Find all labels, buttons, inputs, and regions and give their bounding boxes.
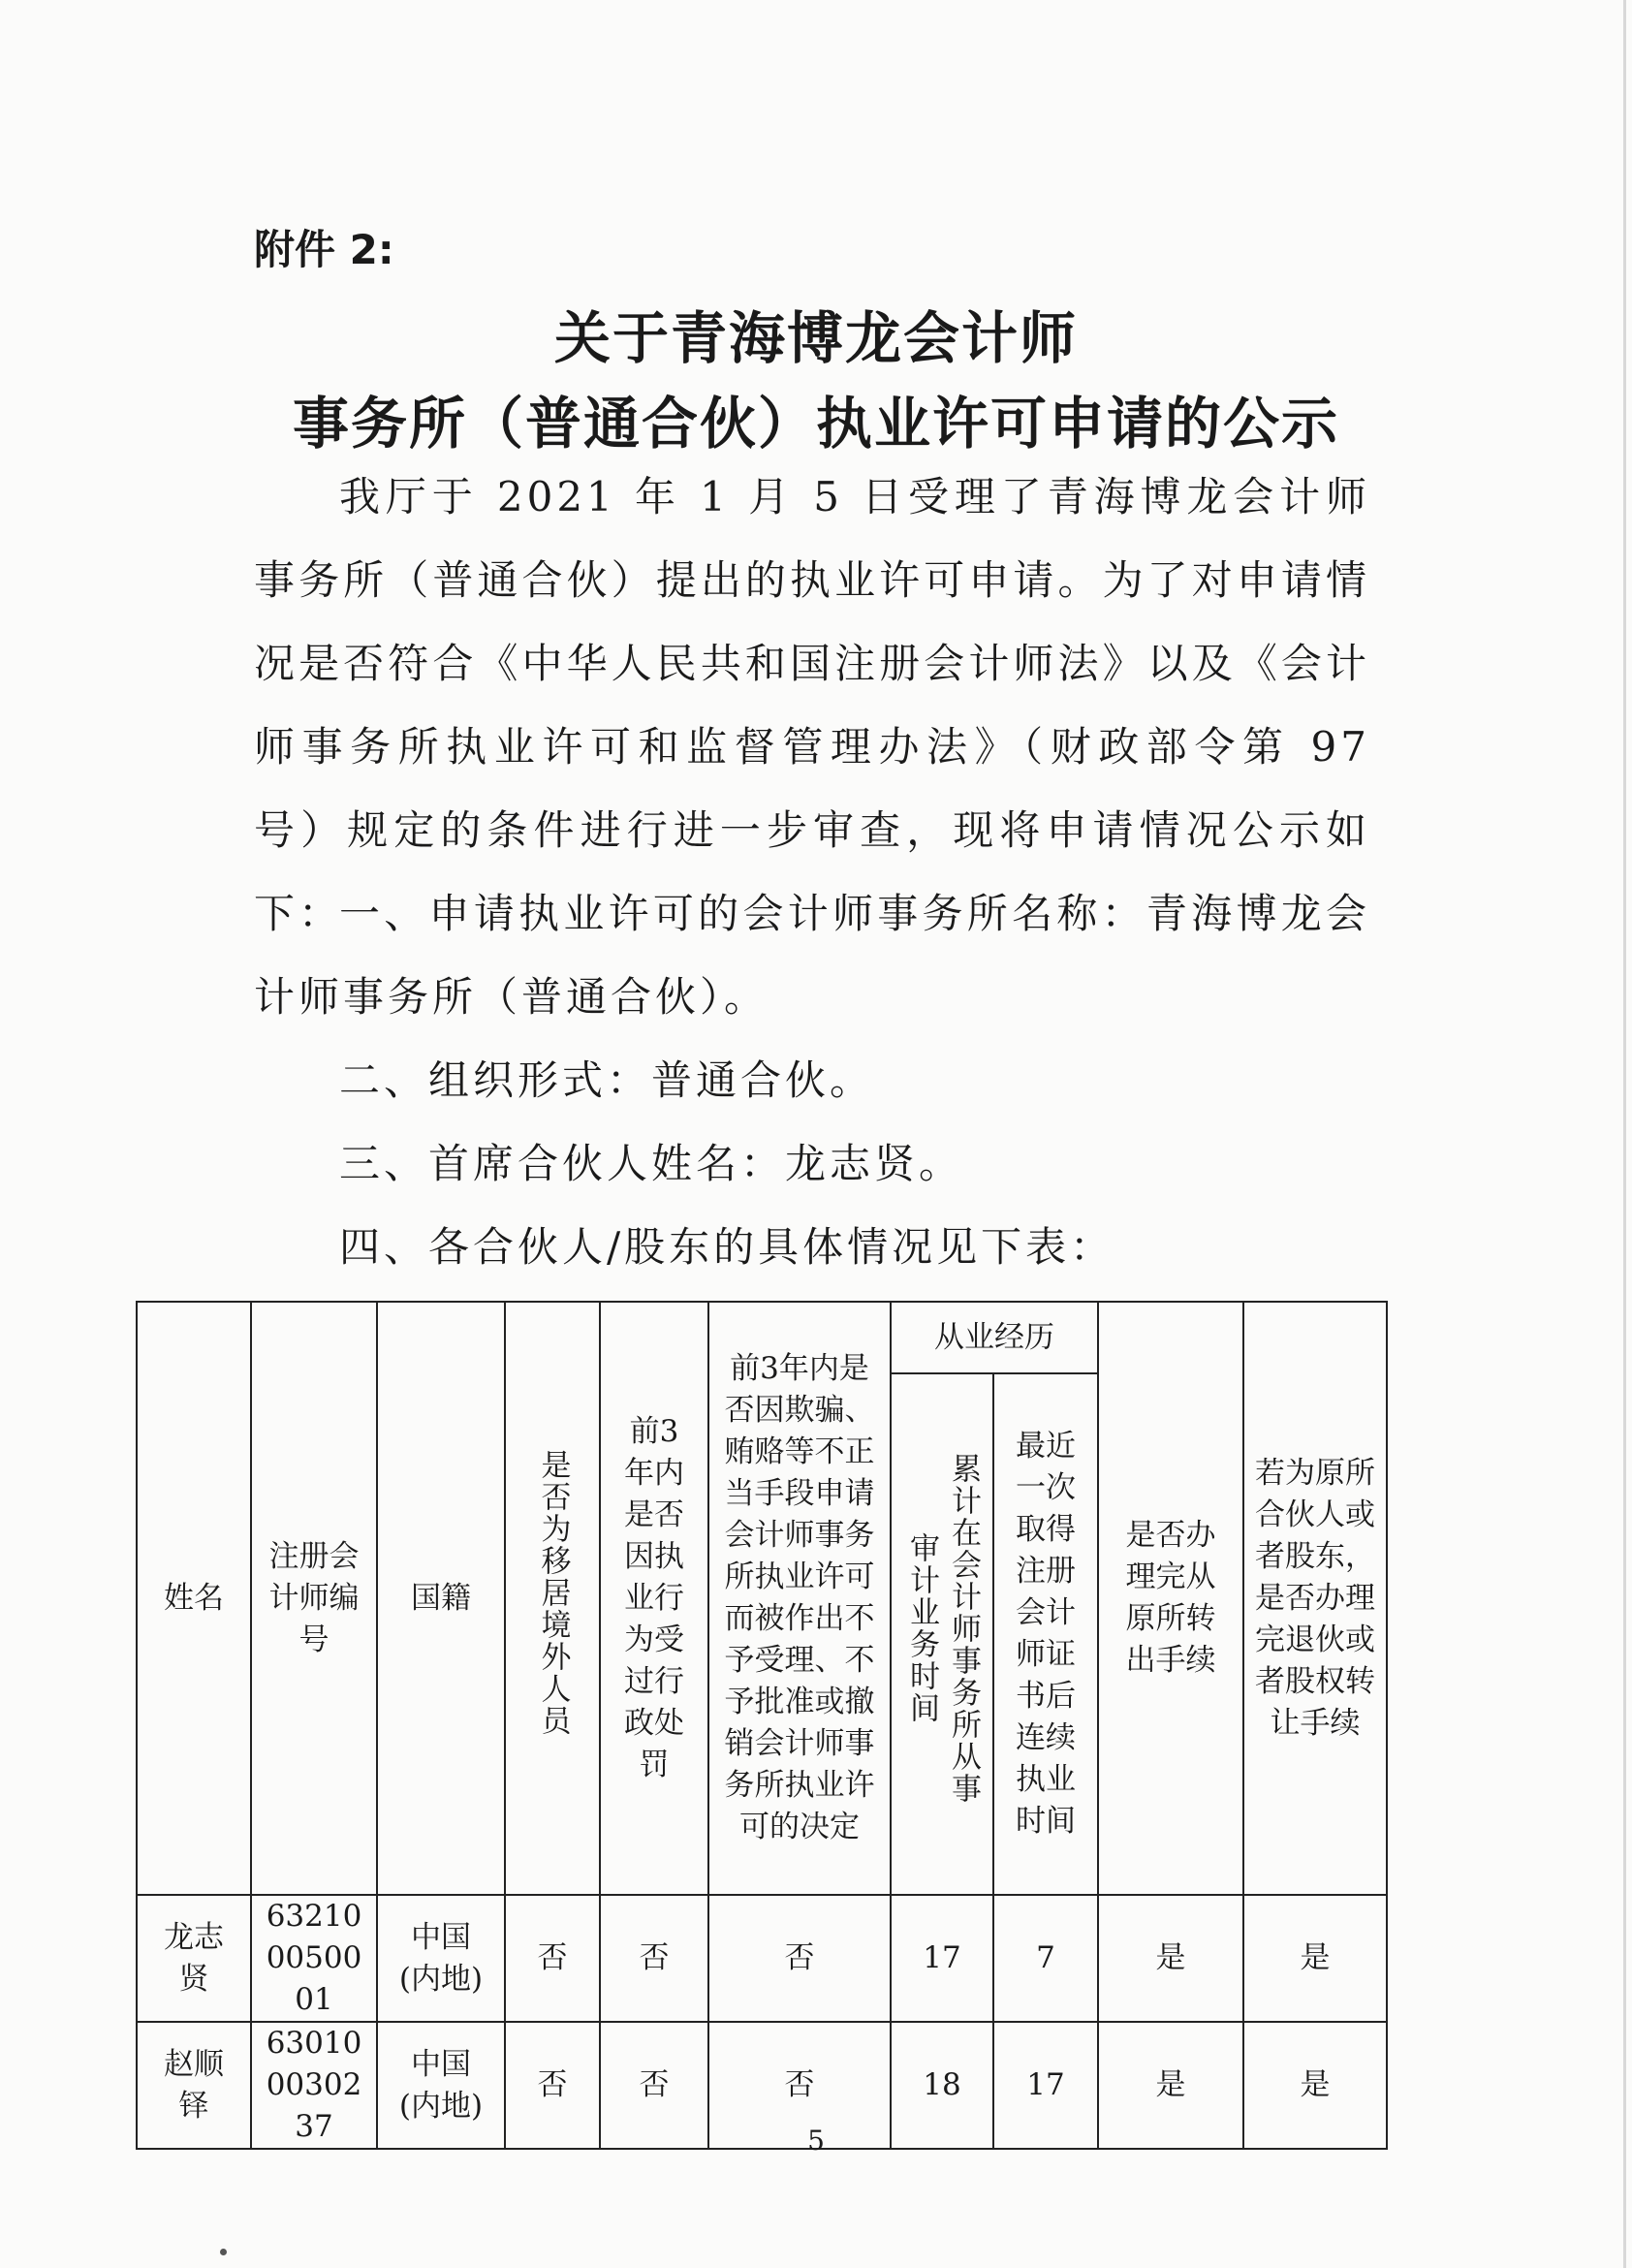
header-experience-group: 从业经历 [891,1302,1098,1373]
cell-improper-means: 否 [708,1895,891,2022]
page-number: 5 [807,2125,825,2157]
cell-nationality: 中国(内地) [377,2022,505,2149]
cell-cpa-number: 630100030237 [251,2022,377,2149]
cell-transfer-done: 是 [1098,1895,1243,2022]
attachment-label: 附件 2: [254,226,394,273]
cell-improper-means: 否 [708,2022,891,2149]
cell-former-partner: 是 [1243,2022,1387,2149]
table-row [137,1895,1387,2022]
header-name: 姓名 [137,1302,251,1895]
cell-cumulative-years: 18 [891,2022,993,2149]
cell-emigrated: 否 [505,1895,600,2022]
intro-paragraph: 我厅于 2021 年 1 月 5 日受理了青海博龙会计师事务所（普通合伙）提出的执业许可申请。为了对申请情况是否符合《中华人民共和国注册会计师法》以及《会计师事务所执业许可和监督管理办法》（财政部令第 97 号）规定的条件进行进一步审查，现将申请情况公示如下： [254,473,1370,937]
scan-edge-line [1623,0,1626,2268]
partners-table [136,1301,1388,2150]
cell-former-partner: 是 [1243,1895,1387,2022]
cell-recent-years: 7 [993,1895,1098,2022]
header-recent-years: 最近一次取得注册会计师证书后连续执业时间 [993,1373,1098,1895]
item-chief-partner: 三、首席合伙人姓名：龙志贤。 [339,1140,964,1187]
cell-name: 赵顺铎 [137,2022,251,2149]
header-emigrated: 是否为移居境外人员 [505,1302,600,1895]
header-cpa-number: 注册会计师编号 [251,1302,377,1895]
cell-admin-penalty: 否 [600,2022,708,2149]
cell-recent-years: 17 [993,2022,1098,2149]
title-line-2: 事务所（普通合伙）执业许可申请的公示 [292,391,1339,457]
item-partner-table-intro: 四、各合伙人/股东的具体情况见下表： [339,1223,1115,1271]
cell-nationality: 中国(内地) [377,1895,505,2022]
scan-speck [220,2249,227,2255]
header-former-partner: 若为原所合伙人或者股东，是否办理完退伙或者股权转让手续 [1243,1302,1387,1895]
table-header-row [137,1302,1387,1373]
cell-transfer-done: 是 [1098,2022,1243,2149]
title-line-1: 关于青海博龙会计师 [553,305,1078,371]
header-cumulative-years: 累计在会计师事务所从事审计业务时间 [891,1373,993,1895]
cell-emigrated: 否 [505,2022,600,2149]
cell-cpa-number: 632100050001 [251,1895,377,2022]
item-org-form: 二、组织形式：普通合伙。 [339,1056,875,1104]
header-transfer-done: 是否办理完从原所转出手续 [1098,1302,1243,1895]
cell-admin-penalty: 否 [600,1895,708,2022]
cell-name: 龙志贤 [137,1895,251,2022]
header-improper-means: 前3年内是否因欺骗、贿赂等不正当手段申请会计师事务所执业许可而被作出不予受理、不予批准或撤销会计师事务所执业许可的决定 [708,1302,891,1895]
cell-cumulative-years: 17 [891,1895,993,2022]
item-firm-name: 一、申请执业许可的会计师事务所名称：青海博龙会计师事务所（普通合伙）。 [254,890,1370,1021]
header-nationality: 国籍 [377,1302,505,1895]
header-admin-penalty: 前3年内是否因执业行为受过行政处罚 [600,1302,708,1895]
